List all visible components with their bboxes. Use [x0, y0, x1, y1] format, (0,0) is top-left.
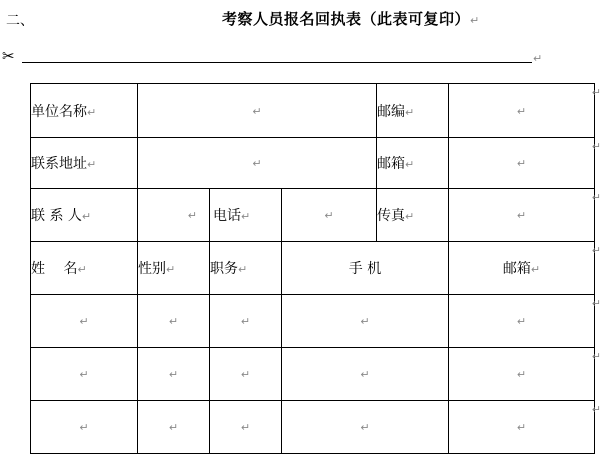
table-row: [31, 348, 595, 401]
name-cell[interactable]: ↵: [31, 401, 138, 454]
email-cell[interactable]: ↵: [449, 295, 595, 348]
table-row: [31, 401, 595, 454]
col-position-header: 职务↵: [210, 242, 282, 295]
unit-row: [31, 84, 595, 138]
address-label: 联系地址↵: [31, 138, 138, 189]
table-row: [31, 295, 595, 348]
column-header-row: [31, 242, 595, 295]
name-cell[interactable]: ↵: [31, 295, 138, 348]
contact-row: [31, 189, 595, 242]
contact-label: 联 系 人↵: [31, 189, 138, 242]
address-row: [31, 138, 595, 189]
cut-line: [22, 62, 532, 63]
mobile-cell[interactable]: ↵: [282, 295, 449, 348]
col-name-header: 姓 名↵: [31, 242, 138, 295]
paragraph-mark: ↵: [591, 191, 601, 204]
paragraph-mark: ↵: [591, 140, 601, 153]
registration-form-table: [30, 83, 595, 454]
position-cell[interactable]: ↵: [210, 401, 282, 454]
fax-label: 传真↵: [377, 189, 449, 242]
scissors-icon: ✂: [2, 47, 15, 65]
gender-cell[interactable]: ↵: [138, 401, 210, 454]
paragraph-mark: ↵: [591, 244, 601, 257]
paragraph-mark: ↵: [591, 297, 601, 310]
phone-field[interactable]: ↵: [282, 189, 377, 242]
paragraph-mark: ↵: [470, 14, 480, 27]
paragraph-mark: ↵: [533, 52, 543, 65]
page-title: [222, 8, 480, 29]
title-text: 考察人员报名回执表（此表可复印）: [222, 10, 471, 28]
postcode-field[interactable]: ↵: [449, 84, 595, 138]
col-mobile-header: 手 机: [282, 242, 449, 295]
gender-cell[interactable]: ↵: [138, 295, 210, 348]
phone-label: 电话↵: [210, 189, 282, 242]
col-email-header: 邮箱↵: [449, 242, 595, 295]
fax-field[interactable]: ↵: [449, 189, 595, 242]
address-field[interactable]: ↵: [138, 138, 377, 189]
gender-cell[interactable]: ↵: [138, 348, 210, 401]
name-cell[interactable]: ↵: [31, 348, 138, 401]
col-gender-header: 性别↵: [138, 242, 210, 295]
email-cell[interactable]: ↵: [449, 401, 595, 454]
mobile-cell[interactable]: ↵: [282, 401, 449, 454]
position-cell[interactable]: ↵: [210, 348, 282, 401]
paragraph-mark: ↵: [591, 403, 601, 416]
mobile-cell[interactable]: ↵: [282, 348, 449, 401]
unit-name-label: 单位名称↵: [31, 84, 138, 138]
unit-name-field[interactable]: ↵: [138, 84, 377, 138]
email-label: 邮箱↵: [377, 138, 449, 189]
section-number: 二、: [6, 13, 34, 29]
email-cell[interactable]: ↵: [449, 348, 595, 401]
paragraph-mark: ↵: [591, 86, 601, 99]
email-field[interactable]: ↵: [449, 138, 595, 189]
contact-field[interactable]: ↵: [138, 189, 210, 242]
postcode-label: 邮编↵: [377, 84, 449, 138]
position-cell[interactable]: ↵: [210, 295, 282, 348]
paragraph-mark: ↵: [591, 350, 601, 363]
